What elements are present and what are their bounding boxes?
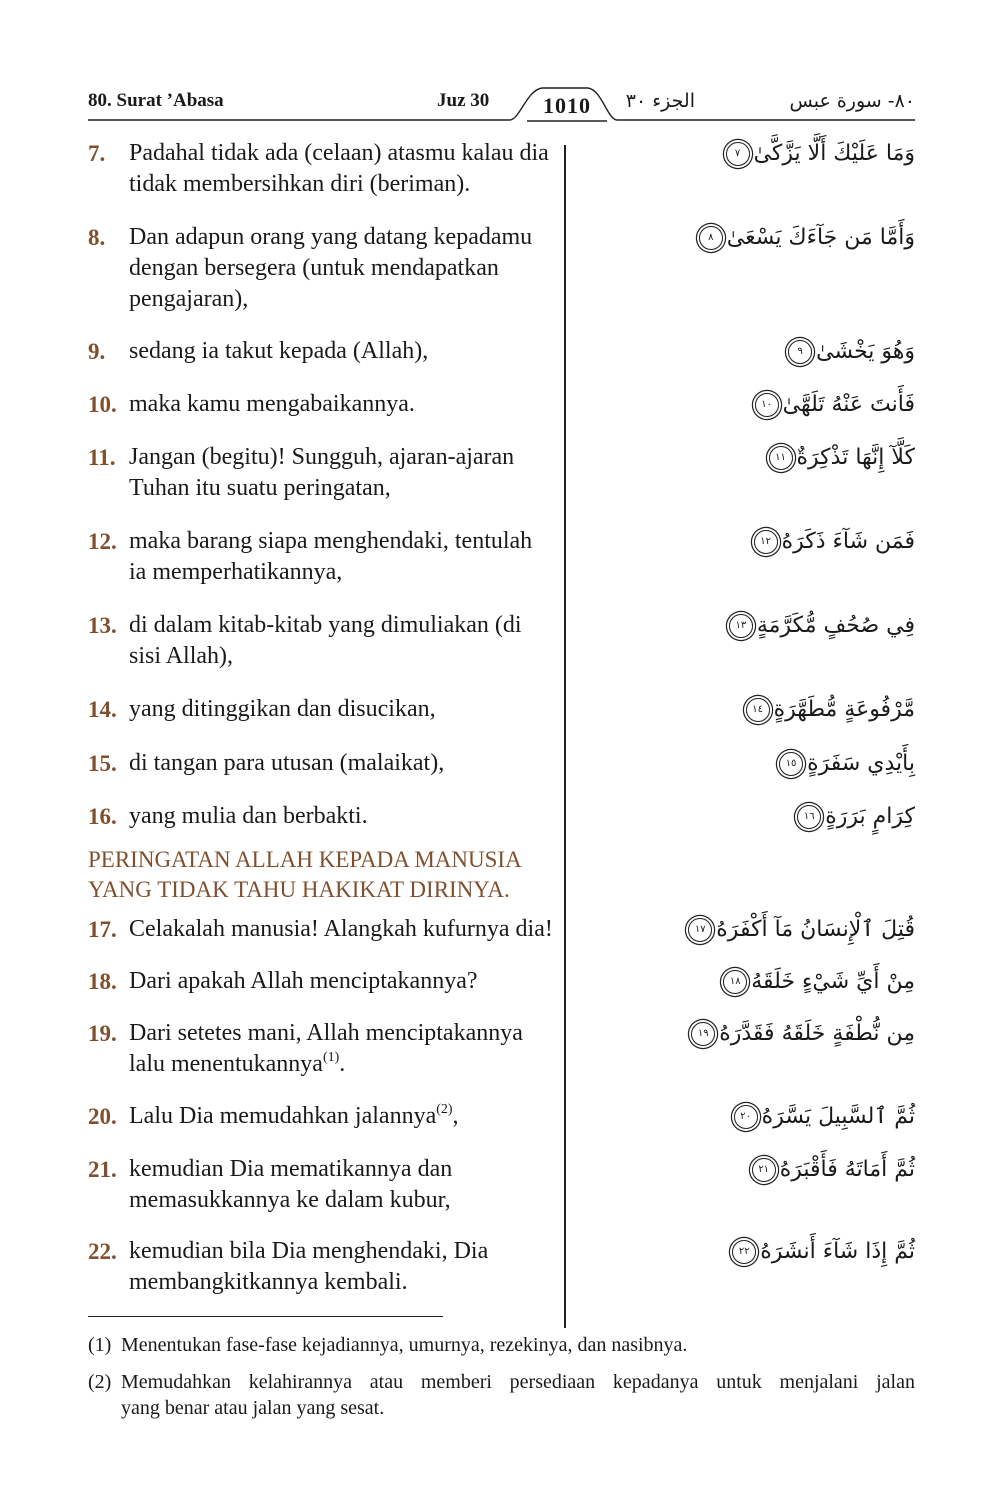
verse-translation [129,1101,559,1132]
translation-line: dengan bersegera (untuk mendapatkan [129,255,499,281]
verse-19 [0,1018,1000,1077]
arabic-verse [575,914,915,945]
translation-line: Dari apakah Allah menciptakannya? [129,968,478,994]
translation-line: tidak membersihkan diri (beriman). [129,171,471,197]
footnote-reference: (1) [322,1050,340,1065]
footnote-separator [88,1316,443,1317]
verse-end-marker-icon: ٩ [788,340,812,364]
verse-12 [0,526,1000,585]
verse-22 [0,1236,1000,1295]
translation-line: sisi Allah), [129,643,234,669]
section-heading [88,845,522,905]
arabic-verse [575,1101,915,1132]
translation-line: maka barang siapa menghendaki, tentulah [129,528,533,554]
verse-number: 20. [88,1104,117,1129]
verse-8 [0,222,1000,312]
verse-number: 19. [88,1021,117,1046]
verse-10 [0,389,1000,420]
footnote-line: Memudahkan kelahirannya atau memberi persediaan kepadanya untuk menjalani jalan [121,1371,915,1393]
verse-number: 22. [88,1239,117,1264]
verse-translation [129,694,559,725]
verse-translation [129,442,559,504]
verse-15 [0,748,1000,779]
verse-end-marker-icon: ١٥ [779,752,803,776]
footnote-text [121,1369,915,1421]
arabic-text: وَأَمَّا مَن جَآءَكَ يَسْعَىٰ [726,225,915,250]
verse-translation [129,222,559,315]
verse-13 [0,610,1000,669]
arabic-verse [575,801,915,832]
arabic-text: وَهُوَ يَخْشَىٰ [816,339,915,364]
translation-line: kemudian bila Dia menghendaki, Dia [129,1238,489,1264]
verse-end-marker-icon: ١١ [769,446,793,470]
verse-translation [129,1018,559,1080]
verse-number: 16. [88,804,117,829]
arabic-text: مِنْ أَيِّ شَيْءٍ خَلَقَهُ [751,969,915,994]
verse-21 [0,1154,1000,1213]
verse-translation [129,610,559,672]
translation-line-text: Lalu Dia memudahkan jalannya [129,1103,437,1129]
verse-end-marker-icon: ١٧ [688,918,712,942]
translation-line: Padahal tidak ada (celaan) atasmu kalau dia [129,140,549,166]
verse-end-marker-icon: ١٠ [755,393,779,417]
arabic-verse [575,389,915,420]
translation-line-tail: , [452,1103,459,1129]
arabic-verse [575,610,915,641]
arabic-verse [575,442,915,473]
arabic-text: كَلَّآ إِنَّهَا تَذْكِرَةٌ [796,445,915,470]
arabic-text: فِي صُحُفٍ مُّكَرَّمَةٍ [756,613,915,638]
footnote-reference: (2) [436,1102,453,1117]
arabic-text: مِن نُّطْفَةٍ خَلَقَهُ فَقَدَّرَهُ [719,1021,915,1046]
verse-number: 10. [88,392,117,417]
translation-line: pengajaran), [129,286,249,312]
translation-line: di tangan para utusan (malaikat), [129,750,445,776]
verse-17 [0,914,1000,945]
translation-line [129,1049,559,1080]
verse-14 [0,694,1000,725]
translation-line-text: lalu menentukannya [129,1051,323,1077]
arabic-verse [575,1018,915,1049]
arabic-text: وَمَا عَلَيْكَ أَلَّا يَزَّكَّىٰ [753,141,915,166]
verse-number: 15. [88,751,117,776]
arabic-verse [575,1154,915,1185]
translation-line: yang mulia dan berbakti. [129,803,368,829]
verse-end-marker-icon: ١٤ [746,698,770,722]
verse-end-marker-icon: ١٨ [723,970,747,994]
verse-translation [129,389,559,420]
translation-line: yang ditinggikan dan disucikan, [129,696,436,722]
translation-line: Jangan (begitu)! Sungguh, ajaran-ajaran [129,444,515,470]
arabic-verse [575,336,915,367]
translation-line [129,1101,559,1132]
juz-label-arabic: الجزء ٣٠ [625,90,695,112]
verse-end-marker-icon: ٢٢ [732,1240,756,1264]
verse-translation [129,1154,559,1216]
footnote-line: Menentukan fase-fase kejadiannya, umurnya, rezekinya, dan nasibnya. [121,1334,688,1356]
section-heading-line: YANG TIDAK TAHU HAKIKAT DIRINYA. [88,877,510,902]
verse-9 [0,336,1000,367]
translation-line: memasukkannya ke dalam kubur, [129,1187,451,1213]
translation-line: ia memperhatikannya, [129,559,343,585]
verse-end-marker-icon: ١٢ [754,530,778,554]
translation-line: maka kamu mengabaikannya. [129,391,415,417]
juz-label-latin: Juz 30 [437,90,490,111]
arabic-verse [575,526,915,557]
verse-number: 8. [88,225,106,250]
translation-line: kemudian Dia mematikannya dan [129,1156,453,1182]
verse-end-marker-icon: ١٩ [691,1022,715,1046]
arabic-verse [575,138,915,169]
verse-end-marker-icon: ١٣ [729,614,753,638]
verse-translation [129,801,559,832]
verse-7 [0,138,1000,197]
column-divider [564,145,566,1328]
verse-translation [129,966,559,997]
arabic-text: ثُمَّ إِذَا شَآءَ أَنشَرَهُ [760,1239,915,1264]
translation-line: Dari setetes mani, Allah menciptakannya [129,1020,523,1046]
arabic-text: فَأَنتَ عَنْهُ تَلَهَّىٰ [782,392,915,417]
verse-11 [0,442,1000,501]
arabic-verse [575,222,915,253]
arabic-verse [575,1236,915,1267]
arabic-text: قُتِلَ ٱلْإِنسَانُ مَآ أَكْفَرَهُ [716,917,915,942]
verse-number: 13. [88,613,117,638]
verse-translation [129,526,559,588]
translation-line: membangkitkannya kembali. [129,1269,408,1295]
verse-end-marker-icon: ٢٠ [734,1105,758,1129]
verse-end-marker-icon: ١٦ [797,805,821,829]
surah-title-latin: 80. Surat ’Abasa [88,90,224,111]
verse-end-marker-icon: ٢١ [752,1158,776,1182]
verse-translation [129,138,559,200]
arabic-text: مَّرْفُوعَةٍ مُّطَهَّرَةٍ [773,697,915,722]
footnote-line: yang benar atau jalan yang sesat. [121,1397,385,1419]
verse-translation [129,748,559,779]
arabic-text: كِرَامٍ بَرَرَةٍ [825,804,915,829]
verse-end-marker-icon: ٧ [726,142,750,166]
verse-16 [0,801,1000,832]
verse-number: 11. [88,445,116,470]
verse-number: 7. [88,141,106,166]
footnote-marker: (1) [88,1334,112,1356]
verse-18 [0,966,1000,997]
translation-line: sedang ia takut kepada (Allah), [129,338,429,364]
arabic-verse [575,694,915,725]
footnote-text [121,1332,915,1358]
verse-number: 9. [88,339,106,364]
verse-number: 17. [88,917,117,942]
verse-end-marker-icon: ٨ [699,226,723,250]
translation-line: Celakalah manusia! Alangkah kufurnya dia! [129,916,553,942]
arabic-verse [575,966,915,997]
translation-line: di dalam kitab-kitab yang dimuliakan (di [129,612,522,638]
surah-title-arabic: ٨٠- سورة عبس [789,90,915,112]
translation-line: Tuhan itu suatu peringatan, [129,475,391,501]
section-heading-line: PERINGATAN ALLAH KEPADA MANUSIA [88,847,522,872]
arabic-text: فَمَن شَآءَ ذَكَرَهُ [781,529,915,554]
verse-number: 12. [88,529,117,554]
arabic-verse [575,748,915,779]
verse-20 [0,1101,1000,1132]
verse-number: 21. [88,1157,117,1182]
translation-line: Dan adapun orang yang datang kepadamu [129,224,533,250]
verse-translation [129,1236,559,1298]
verse-number: 18. [88,969,117,994]
verse-number: 14. [88,697,117,722]
verse-translation [129,336,559,367]
arabic-text: بِأَيْدِي سَفَرَةٍ [807,751,915,776]
verse-translation [129,914,559,945]
translation-line-tail: . [339,1051,346,1077]
footnote-marker: (2) [88,1371,112,1393]
page-number: 1010 [543,93,591,118]
arabic-text: ثُمَّ ٱلسَّبِيلَ يَسَّرَهُ [761,1104,915,1129]
arabic-text: ثُمَّ أَمَاتَهُ فَأَقْبَرَهُ [779,1157,915,1182]
